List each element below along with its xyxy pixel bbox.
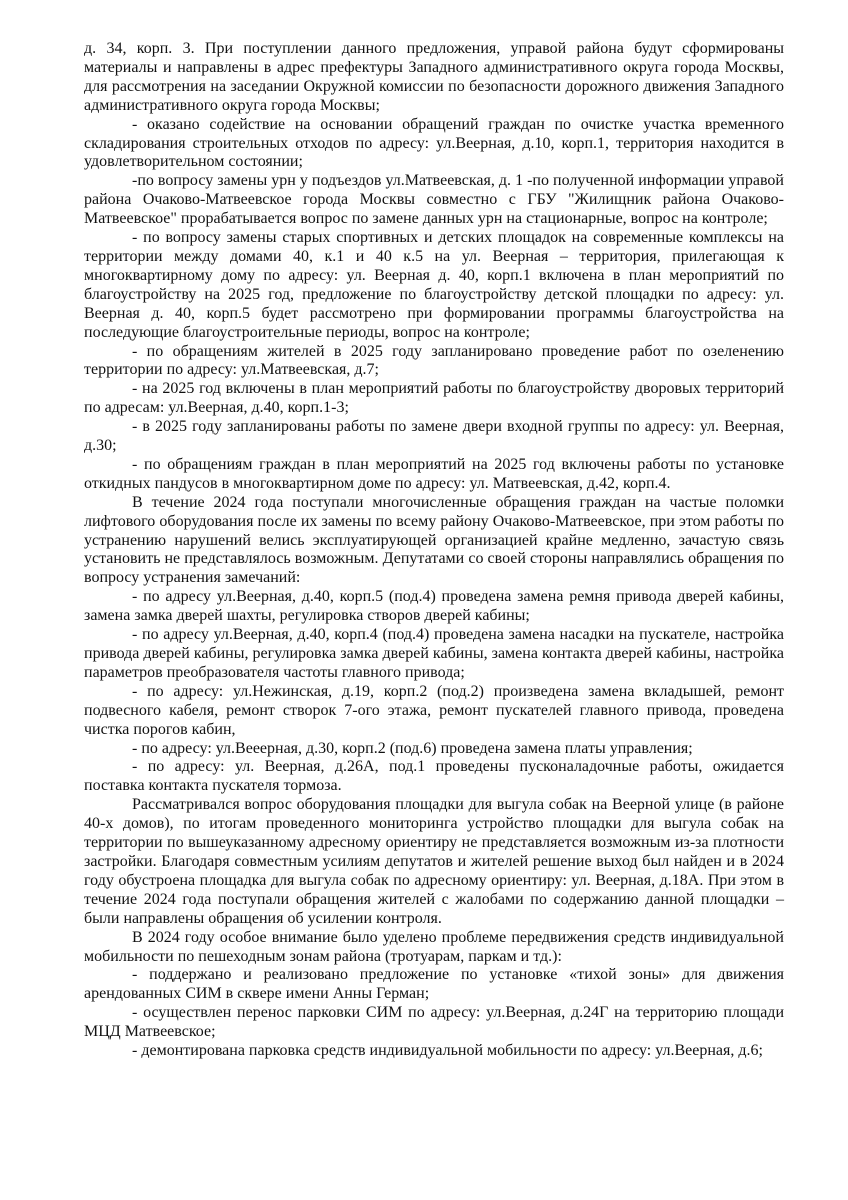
paragraph: - на 2025 год включены в план мероприятий работы по благоустройству дворовых территорий по адресам: ул.Веерная, д.40, корп.1-3;: [84, 380, 784, 417]
paragraph: В течение 2024 года поступали многочисленные обращения граждан на частые поломки лифтового оборудования после их замены по всему району Очаково-Матвеевское, при этом работы по устранению нарушений велись эксплуатирующей организацией крайне медленно, зачастую связь установить не представлялось возможным. Депутатами со своей стороны направлялись обращения по вопросу устранения замечаний:: [84, 493, 784, 587]
paragraph: - оказано содействие на основании обращений граждан по очистке участка временного складирования строительных отходов по адресу: ул.Веерная, д.10, корп.1, территория находится в удовлетворительном состоянии;: [84, 115, 784, 171]
paragraph: - демонтирована парковка средств индивидуальной мобильности по адресу: ул.Веерная, д.6;: [132, 1042, 763, 1060]
paragraph: - по вопросу замены старых спортивных и детских площадок на современные комплексы на территории между домами 40, к.1 и 40 к.5 на ул. Веерная – территория, прилегающая к многоквартирному дому по адресу: ул. Веерная д. 40, корп.1 включена в план мероприятий по благоустройству на 2025 год, предложение по благоустройству детской площадки по адресу: ул. Веерная д. 40, корп.5 будет рассмотрено при формировании программы благоустройства на последующие благоустроительные периоды, вопрос на контроле;: [84, 229, 784, 341]
paragraph: - по обращениям жителей в 2025 году запланировано проведение работ по озеленению территории по адресу: ул.Матвеевская, д.7;: [84, 342, 784, 379]
paragraph: Рассматривался вопрос оборудования площадки для выгула собак на Веерной улице (в районе 40-х домов), по итогам проведенного мониторинга устройство площадки для выгула собак на территории по вышеуказанному адресному ориентиру не представляется возможным из-за плотности застройки. Благодаря совместным усилиям депутатов и жителей решение выход был найден и в 2024 году обустроена площадка для выгула собак по адресному ориентиру: ул. Веерная, д.18А. При этом в течение 2024 года поступали обращения жителей с жалобами по содержанию данной площадки – были направлены обращения об усилении контроля.: [84, 796, 784, 927]
paragraph: -по вопросу замены урн у подъездов ул.Матвеевская, д. 1 -по полученной информации управой района Очаково-Матвеевское города Москвы совместно с ГБУ "Жилищник района Очаково-Матвеевское" прорабатывается вопрос по замене данных урн на стационарные, вопрос на контроле;: [84, 172, 784, 228]
paragraph: - по адресу ул.Веерная, д.40, корп.4 (под.4) проведена замена насадки на пускателе, настройка привода дверей кабины, регулировка замка дверей кабины, замена контакта дверей кабины, настройка параметров преобразователя частоты главного привода;: [84, 626, 784, 681]
paragraph: д. 34, корп. 3. При поступлении данного предложения, управой района будут сформированы материалы и направлены в адрес префектуры Западного административного округа города Москвы, для рассмотрения на заседании Окружной комиссии по безопасности дорожного движения Западного административного округа города Москвы;: [84, 40, 784, 114]
paragraph: - по обращениям граждан в план мероприятий на 2025 год включены работы по установке откидных пандусов в многоквартирном доме по адресу: ул. Матвеевская, д.42, корп.4.: [84, 455, 784, 492]
paragraph: - поддержано и реализовано предложение по установке «тихой зоны» для движения арендованных СИМ в сквере имени Анны Герман;: [84, 966, 784, 1003]
document-body: [84, 40, 784, 1061]
paragraph: - по адресу: ул.Вееерная, д.30, корп.2 (под.6) проведена замена платы управления;: [132, 739, 693, 757]
paragraph: - по адресу: ул. Веерная, д.26А, под.1 проведены пусконаладочные работы, ожидается поставка контакта пускателя тормоза.: [84, 758, 784, 795]
paragraph: В 2024 году особое внимание было уделено проблеме передвижения средств индивидуальной мобильности по пешеходным зонам района (тротуарам, паркам и тд.):: [84, 928, 784, 965]
paragraph: - в 2025 году запланированы работы по замене двери входной группы по адресу: ул. Веерная, д.30;: [84, 418, 784, 455]
paragraph: - по адресу ул.Веерная, д.40, корп.5 (под.4) проведена замена ремня привода дверей кабины, замена замка дверей шахты, регулировка створов дверей кабины;: [84, 588, 784, 625]
paragraph: - осуществлен перенос парковки СИМ по адресу: ул.Веерная, д.24Г на территорию площади МЦД Матвеевское;: [84, 1004, 784, 1041]
paragraph: - по адресу: ул.Нежинская, д.19, корп.2 (под.2) произведена замена вкладышей, ремонт подвесного кабеля, ремонт створок 7-ого этажа, ремонт пускателей главного привода, проведена чистка порогов кабин,: [84, 682, 784, 738]
